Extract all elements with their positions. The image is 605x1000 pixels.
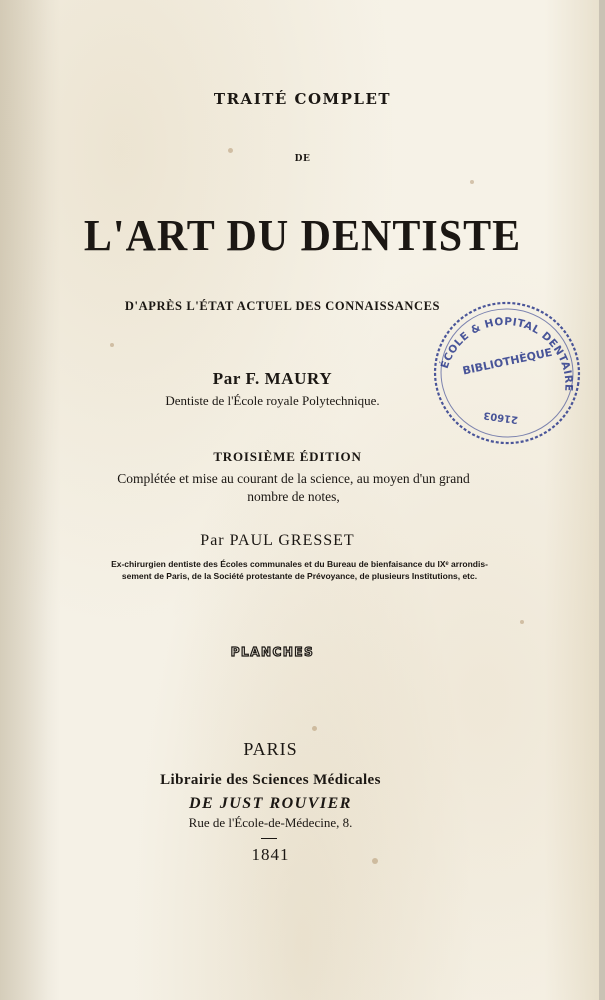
title-line-2: DE <box>294 154 311 164</box>
divider-rule <box>261 838 277 839</box>
year: 1841 <box>251 845 290 864</box>
stamp-center-text: BIBLIOTHÈQUE <box>461 345 554 378</box>
publisher-name: DE JUST ROUVIER <box>189 795 352 812</box>
editor-role-1: Ex-chirurgien dentiste des Écoles communales et du Bureau de bienfaisance du IXᵉ arrondis- <box>111 559 488 569</box>
foxing-spot <box>110 343 114 347</box>
foxing-spot <box>520 620 524 624</box>
foxing-spot <box>312 726 317 731</box>
foxing-spot <box>228 148 233 153</box>
stamp-arc-text: ÉCOLE & HOPITAL DENTAIRES <box>438 315 575 392</box>
edition-note-2: nombre de notes, <box>247 489 340 504</box>
library-stamp <box>427 295 587 450</box>
author: Par F. MAURY <box>212 369 333 388</box>
page-edge <box>599 0 605 1000</box>
editor: Par PAUL GRESSET <box>200 532 355 549</box>
edition-note-1: Complétée et mise au courant de la science, au moyen d'un grand <box>117 471 470 486</box>
foxing-spot <box>470 180 474 184</box>
author-role: Dentiste de l'École royale Polytechnique. <box>165 393 380 408</box>
editor-role-2: sement de Paris, de la Société protestante de Prévoyance, de plusieurs Institutions, etc. <box>121 571 478 581</box>
address: Rue de l'École-de-Médecine, 8. <box>188 815 353 830</box>
volume-label: PLANCHES <box>230 645 315 659</box>
main-title: L'ART DU DENTISTE <box>83 211 522 261</box>
subtitle: D'APRÈS L'ÉTAT ACTUEL DES CONNAISSANCES <box>124 299 441 313</box>
stamp-number: 21603 <box>482 409 519 425</box>
publisher: Librairie des Sciences Médicales <box>160 772 381 788</box>
title-line-1: TRAITÉ COMPLET <box>213 90 392 108</box>
svg-text:ÉCOLE & HOPITAL DENTAIRES LIBR <box>427 295 587 393</box>
city: PARIS <box>243 739 298 759</box>
edition: TROISIÈME ÉDITION <box>213 449 362 464</box>
